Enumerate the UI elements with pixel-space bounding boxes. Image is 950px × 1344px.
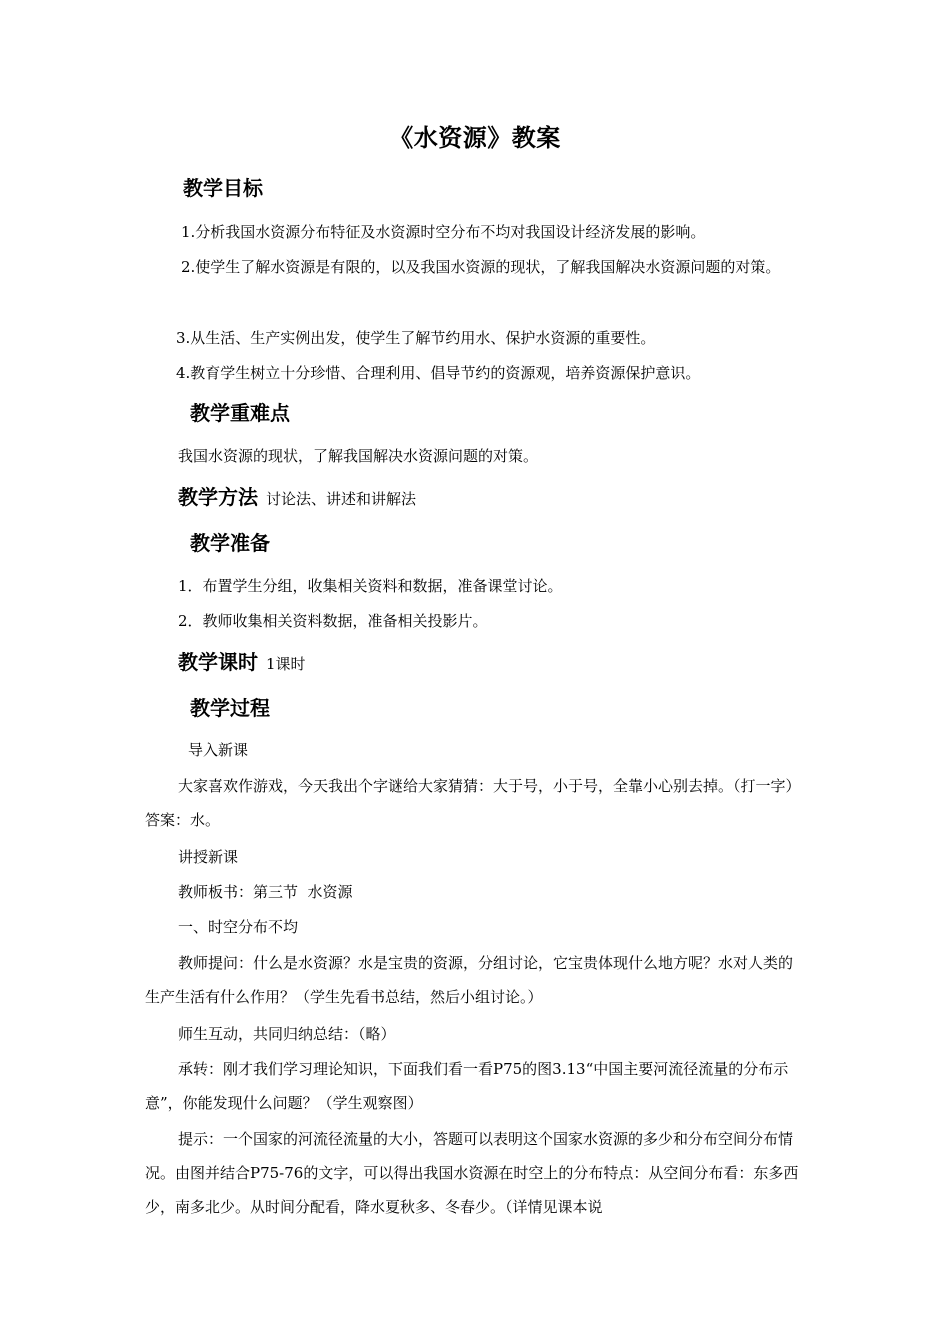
process-heading: 教学过程 <box>190 696 270 720</box>
intro-label: 导入新课 <box>188 741 249 759</box>
part1-heading: 一、时空分布不均 <box>178 918 299 936</box>
objective-item-4: 4.教育学生树立十分珍惜、合理利用、倡导节约的资源观，培养资源保护意识。 <box>176 364 701 382</box>
preparation-item-2: 2．教师收集相关资料数据，准备相关投影片。 <box>178 612 488 630</box>
hours-heading <box>178 648 306 678</box>
methods-heading-label: 教学方法 <box>178 485 258 509</box>
methods-text: 讨论法、讲述和讲解法 <box>266 490 417 508</box>
objective-item-3: 3.从生活、生产实例出发，使学生了解节约用水、保护水资源的重要性。 <box>176 329 656 347</box>
key-points-text: 我国水资源的现状，了解我国解决水资源问题的对策。 <box>178 447 539 465</box>
hours-text: 1课时 <box>266 655 306 673</box>
transition-text: 承转：刚才我们学习理论知识，下面我们看一看P75的图3.13“中国主要河流径流量的分布示意”，你能发现什么问题？（学生观察图） <box>145 1060 789 1112</box>
hint-text: 提示：一个国家的河流径流量的大小，答题可以表明这个国家水资源的多少和分布空间分布情况。由图并结合P75-76的文字，可以得出我国水资源在时空上的分布特点：从空间分布看：东多西少，南多北少。从时间分配看，降水夏秋多、冬春少。（详情见课本说 <box>145 1130 799 1216</box>
hours-heading-label: 教学课时 <box>178 650 258 674</box>
new-lesson-label: 讲授新课 <box>178 848 239 866</box>
objective-item-1: 1.分析我国水资源分布特征及水资源时空分布不均对我国设计经济发展的影响。 <box>181 223 706 241</box>
preparation-heading: 教学准备 <box>190 531 270 555</box>
document-title: 《水资源》教案 <box>389 124 561 152</box>
objectives-heading: 教学目标 <box>183 176 263 200</box>
board-text: 教师板书：第三节 水资源 <box>178 883 353 901</box>
key-points-heading: 教学重难点 <box>190 401 290 425</box>
objective-item-2: 2.使学生了解水资源是有限的，以及我国水资源的现状，了解我国解决水资源问题的对策。 <box>181 258 781 276</box>
summary-text: 师生互动，共同归纳总结：（略） <box>178 1025 396 1043</box>
question-text: 教师提问：什么是水资源？水是宝贵的资源，分组讨论，它宝贵体现什么地方呢？水对人类的生产生活有什么作用？（学生先看书总结，然后小组讨论。） <box>145 954 794 1006</box>
preparation-item-1: 1．布置学生分组，收集相关资料和数据，准备课堂讨论。 <box>178 577 563 595</box>
methods-heading <box>178 483 416 513</box>
intro-text: 大家喜欢作游戏，今天我出个字谜给大家猜猜：大于号，小于号，全靠小心别去掉。（打一字）答案：水。 <box>145 777 801 829</box>
